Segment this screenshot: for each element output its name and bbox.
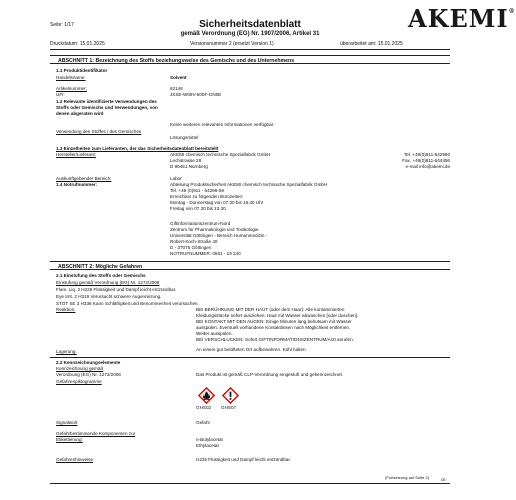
revision-date: überarbeitet am: 15.01.2025 <box>340 41 403 47</box>
storage-label: Lagerung: <box>56 349 77 354</box>
version-number: Versionsnummer 2 (ersetzt Version 1) <box>190 41 274 47</box>
hazardous-components-label: Gefahrbestimmende Komponenten zur Etikettierung: <box>56 431 136 443</box>
labelling-regulation-label: Kennzeichnung gemäß <box>56 366 104 371</box>
hazard-statements-label: Gefahrenhinweise <box>56 457 94 462</box>
manufacturer-address: AKEMI chemisch technische Spezialfabrik GmbH Lechstrasse 28 D 90451 Nürnberg <box>170 152 271 170</box>
subsection-2-1-sub: Einstufung gemäß Verordnung (EG) Nr. 1272/2008 <box>56 280 160 285</box>
pictogram-code-ghs02: GHS02 <box>196 405 212 410</box>
subsection-2-2: 2.2 Kennzeichnungselemente <box>56 360 121 365</box>
footer-divider <box>50 483 450 484</box>
storage-statement: An einem gut belüfteten Ort aufbewahren. Kühl halten. <box>196 347 307 352</box>
akemi-logo: AKEMI® <box>408 4 516 33</box>
poison-center: Giftinformationszentrum-Nord Zentrum für Pharmakologie und Toxikologie Universität Göttingen - Bereich Humanmedizin - Robert-Koch-Straße 40 D - 37075 Göttingen NOTRUFNUMMER: 0551 - 19 240 <box>170 221 268 257</box>
information-department-value: Labor <box>170 176 182 181</box>
article-number-value: 62146 <box>170 86 183 91</box>
labelling-regulation-number: Verordnung (EG) Nr. 1272/2008 <box>56 372 121 377</box>
hazard-class-stot: STOT SE 3 H336 Kann Schläfrigkeit und Benommenheit verursachen. <box>56 301 199 306</box>
hazard-class-flam-liq: Flam. Liq. 2 H225 Flüssigkeit und Dampf leicht entzündbar. <box>56 287 177 292</box>
section-1-heading: ABSCHNITT 1: Bezeichnung des Stoffs beziehungsweise des Gemischs und des Unternehmens <box>50 55 450 64</box>
pictogram-code-ghs07: GHS07 <box>221 405 237 410</box>
signal-word-label: Signalwort <box>56 420 78 425</box>
pictograms-label: Gefahrenpiktogramme <box>56 379 102 384</box>
subsection-1-2: 1.2 Relevante identifizierte Verwendungen des Stoffs oder Gemischs und Verwendungen, von denen abgeraten wird <box>56 99 158 117</box>
document-subtitle: gemäß Verordnung (EG) Nr. 1907/2006, Artikel 31 <box>180 31 320 37</box>
section-2-heading: ABSCHNITT 2: Mögliche Gefahren <box>50 261 450 270</box>
subsection-1-2-value: Keine weiteren relevanten Informationen verfügbar. <box>170 122 275 127</box>
hazardous-components-value: n-Butylacetat Ethylacetat <box>196 437 223 449</box>
hazard-class-eye-irrit: Eye Irrit. 2 H319 Verursacht schwere Augenreizung. <box>56 294 162 299</box>
section-2-divider <box>50 357 450 358</box>
labelling-statement: Das Produkt ist gemäß CLP-Verordnung eingestuft und gekennzeichnet. <box>196 372 344 377</box>
subsection-1-4: 1.4 Notrufnummer: <box>56 182 98 187</box>
ufi-value: JXSE-W09V-500F-GN0E <box>170 92 222 97</box>
continuation-note: (Fortsetzung auf Seite 2) <box>385 475 430 480</box>
emergency-contact: Abteilung Produktsicherheit AKEMI chemisch technische Spezialfabrik GmbH Tel. +49 (0)911 - 64296-59 Erreichbar zu folgenden Bürozeiten: Montag - Donnerstag von 07.30 bis 16.30 Uhr Freitag von 07.30 bis 13.30 <box>170 182 328 212</box>
use-label: Verwendung des Stoffes / des Gemisches <box>56 129 142 134</box>
manufacturer-label: Hersteller/Lieferant: <box>56 152 97 157</box>
trade-name-label: Handelsname: <box>56 75 86 80</box>
reaction-statements: BEI BERÜHRUNG MIT DER HAUT (oder dem Haar): Alle kontaminierten Kleidungsstücke sofort ausziehen. Haut mit Wasser abwaschen [oder duschen]. BEI KONTAKT MIT DEN AUGEN: Einige Minuten lang behutsam mit Wasser ausspülen. Eventuell vorhandene Kontaktlinsen nach Möglichkeit entfernen. Weiter ausspülen. BEI VERSCHLUCKEN: Sofort GIFTINFORMATIONSZENTRUM/Arzt anrufen. <box>196 307 359 343</box>
subsection-1-3: 1.3 Einzelheiten zum Lieferanten, der das Sicherheitsdatenblatt bereitstellt <box>56 146 219 151</box>
header-divider <box>50 49 450 50</box>
use-value: Lösungsmittel <box>170 135 199 140</box>
ufi-label: UFI: <box>56 92 65 97</box>
flame-pictogram-icon <box>198 387 215 404</box>
signal-word-value: Gefahr <box>196 420 211 425</box>
article-number-label: Artikelnummer: <box>56 86 87 91</box>
hazard-statements-value: H225 Flüssigkeit und Dampf leicht entzündbar. <box>196 457 291 462</box>
document-title: Sicherheitsdatenblatt <box>199 19 301 30</box>
subsection-2-1: 2.1 Einstufung des Stoffs oder Gemischs <box>56 273 146 278</box>
print-date: Druckdatum: 15.01.2025 <box>50 41 105 47</box>
information-department-label: Auskunftgebender Bereich: <box>56 176 112 181</box>
reaction-label: Reaktion: <box>56 307 76 312</box>
manufacturer-contact: Tel. +49(0)911-642960 Fax. +49(0)911-644456 e-mail info@akemi.de <box>402 152 450 170</box>
trade-name-value: Solvent <box>170 75 187 80</box>
page-number: Seite: 1/17 <box>50 22 74 28</box>
exclamation-pictogram-icon <box>222 387 239 404</box>
subsection-1-1: 1.1 Produktidentifikator <box>56 68 108 73</box>
country-code: DE <box>441 478 446 482</box>
